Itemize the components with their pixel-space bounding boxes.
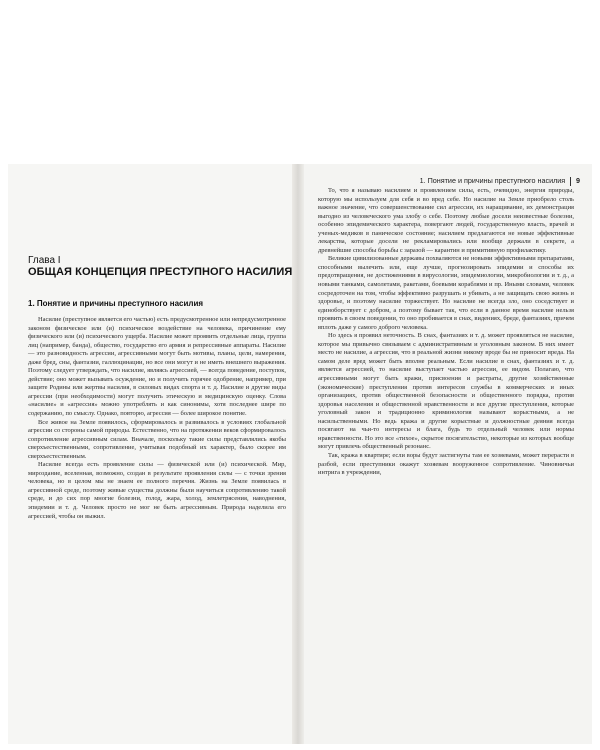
paragraph: Но здесь я проявил неточность. В снах, фантазиях и т. д. может проявляться не насилие, которое мы привычно связываем с административным и уголовным законом. В них имеет место не насилие, а агрессия, что в реальной жизни никому вроде бы не приносит вреда. На самом деле вред может быть вполне реальным. Если насилие в снах, фантазиях и т. д. является агрессией, то насилие выступает частью агрессии, ее видом. Полагаю, что агрессивными могут быть кражи, присвоения и растраты, другие хозяйственные (экономические) преступления против интересов службы в коммерческих и иных организациях, против общественной безопасности и общественного порядка, против здоровья населения и общественной нравственности и все другие преступления, которые уголовный закон и традиционно криминология называют корыстными, а не насильственными. Но ведь кража и другие корыстные и должностные деяния всегда посягают на чьи-то интересы и блага, будь то отдельный человек или нормы нравственности. Но это все «тихое», скрытое посягательство, некоторые из которых вообще могут привлечь общественный резонанс. [318, 332, 574, 451]
page-number: 9 [576, 176, 580, 185]
section-title: 1. Понятие и причины преступного насилия [28, 299, 204, 308]
running-header [420, 176, 580, 186]
header-separator [570, 177, 571, 186]
paragraph: Насилие (преступное является его частью) есть предусмотренное или непредусмотренное законом физическое или (и) психическое воздействие на человека, причинение ему физического или (и) психического ущерба. Насилие может проявить отдельные лица, группа лиц (например, банда), общество, государство его армия и репрессивные аппараты. Насилие — это разновидность агрессии, агрессивными могут быть мотивы, планы, цели, намерения, даже бред, сны, фантазии, галлюцинации, но все они могут и не иметь внешнего выражения. Поэтому следует утверждать, что насилие, являясь агрессией, — всегда поведение, поступок, действие; оно может вызывать осуждение, но и получить горячее одобрение, например, при защите Родины или жертвы насилия, в силовых видах спорта и т. д. Насилие и другие виды агрессии (при необходимости) могут получить этическую и медицинскую оценку. Слова «насилие» и «агрессия» можно употреблять и как синонимы, хотя последнее шире по содержанию, по смыслу. Однако, повторю, агрессия — более широкое понятие. [28, 316, 286, 418]
running-title: 1. Понятие и причины преступного насилия [419, 176, 566, 185]
book-gutter [292, 164, 304, 744]
right-text-column [318, 187, 574, 478]
paragraph: Так, кража в квартире; если воры будут застигнуты там ее хозяевами, может перерасти в разбой, если преступники окажут хозяевам вооруженное сопротивление. Чиновничьи интрига в учреждении, [318, 451, 574, 477]
chapter-label: Глава I [28, 255, 61, 266]
paragraph: Великие цивилизованные державы похваляются не новыми эффективными препаратами, способными вылечить или, еще лучше, прогнозировать эпидемии и способы их предотвращения, не достижениями в вирусологии, эпидемиологии, микробиологии и т. д., а новыми танками, самолетами, ракетами, боевыми кораблями и пр. Иными словами, человек сосредоточен на том, чтобы эффективно разрушать и убивать, а не защищать свою жизнь и здоровье, и поэтому насилие торжествует. Но насилие не всегда зло, оно соседствует и единоборствует с добром, а поэтому бывает так, что если в данное время насилие нельзя проявить в своем поведении, то оно пробивается в снах, видениях, бреде, фантазиях, причем вплоть даже у самого доброго человека. [318, 255, 574, 331]
paragraph: То, что я называю насилием и проявлением силы, есть, очевидно, энергия природы, которую мы используем для себя и во вред себе. Но насилие на Земле приобрело столь важное значение, что совершенствование сил агрессии, их наращивание, их демонстрация выгодно из человеческого ума злобу о себе. Поэтому любые досели неизвестные болезни, особенно эпидемического характера, повергают людей, государственную власть, врачей и ученых-медиков в паническое состояние; насилием предлагаются не новые эффективные лекарства, которые досели не рекламировались или вообще держали в секрете, а древнейшие способы борьбы с заразой — карантин и примитивную профилактику. [318, 187, 574, 254]
paragraph: Насилие всегда есть проявление силы — физической или (и) психической. Мир, мироздание, вселенная, возможно, создан в результате проявления силы — с точки зрения человека, но в целом мы не знаем ее полного перечня. Жизнь на Земле появилась в агрессивной среде, поэтому живые существа должны были научиться сопротивлению такой среде, и до сих пор многие болезни, голод, жара, холод, землетрясения, наводнения, эпидемии и т. д. Человек просто не мог не быть агрессивным. Природа наделила его агрессией, чтобы он выжил. [28, 461, 286, 520]
paragraph: Все живое на Земле появилось, сформировалось и развивалось в условиях глобальной агрессии со стороны самой природы. Естественно, что на протяжении веков сформировалось сопротивление агрессивным силам. Вначале, поскольку такие силы представлялись якобы сверхъестественными, сопротивление, учитывая подобный их характер, было скорее им сверхъестественным. [28, 418, 286, 460]
chapter-heading [28, 255, 292, 278]
chapter-title: ОБЩАЯ КОНЦЕПЦИЯ ПРЕСТУПНОГО НАСИЛИЯ [28, 266, 293, 278]
left-text-column [28, 316, 286, 521]
